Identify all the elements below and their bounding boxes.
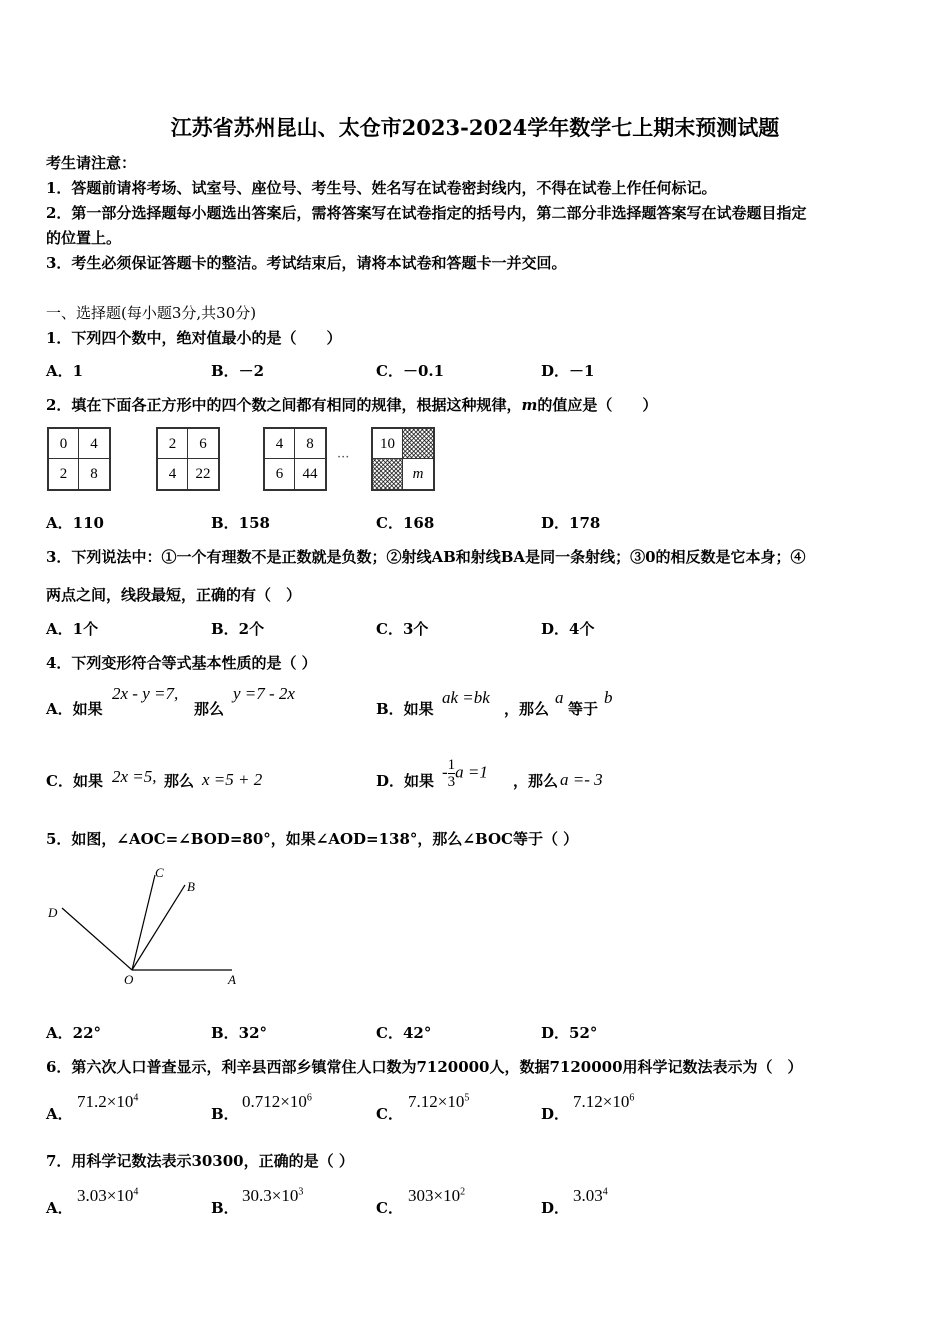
q4-option-b-expr2: a xyxy=(555,688,564,707)
q2-grid-2-cell: 4 xyxy=(158,459,188,489)
q2-option-c: C．168 xyxy=(376,514,435,532)
q2-grid-4-hatched-cell xyxy=(373,459,403,489)
q3-stem-line1: 3．下列说法中：①一个有理数不是正数就是负数；②射线AB和射线BA是同一条射线；③0的相反数是它本身；④ xyxy=(46,548,806,566)
q6-option-c-exp: 5 xyxy=(464,1092,470,1104)
q4-option-c-label: C．如果 xyxy=(46,772,103,790)
q2-ellipsis: ··· xyxy=(337,450,350,465)
q4-option-d-numerator: 1 xyxy=(447,757,456,773)
q2-grid-1 xyxy=(47,427,111,491)
q4-option-c-mid: 那么 xyxy=(164,772,195,790)
q2-option-d: D．178 xyxy=(541,514,601,532)
q4-option-d-neg: - xyxy=(442,762,448,782)
notice-item-2b: 的位置上。 xyxy=(46,229,122,247)
q6-option-a-label: A． xyxy=(46,1105,73,1123)
q3-stem-line2: 两点之间，线段最短，正确的有（ ） xyxy=(46,586,302,604)
q6-option-b-value xyxy=(242,1092,312,1112)
page-title: 江苏省苏州昆山、太仓市2023-2024学年数学七上期末预测试题 xyxy=(170,115,780,140)
q2-grid-1-cell: 2 xyxy=(49,459,79,489)
q2-grid-2-cell: 6 xyxy=(188,429,218,459)
q6-option-d-base: 7.12×10 xyxy=(573,1092,630,1111)
q6-option-d-label: D． xyxy=(541,1105,570,1123)
q6-option-a-exp: 4 xyxy=(133,1092,139,1104)
q2-grid-3 xyxy=(263,427,327,491)
q4-option-c-expr2: x =5 + 2 xyxy=(202,770,263,789)
notice-item-1: 1．答题前请将考场、试室号、座位号、考生号、姓名写在试卷密封线内，不得在试卷上作任何标记。 xyxy=(46,179,717,197)
q4-option-d-expr xyxy=(442,757,488,790)
q2-grid-4-cell-m: m xyxy=(412,466,424,482)
q4-option-b-mid: ，那么 xyxy=(504,700,550,718)
q2-grid-2-cell: 2 xyxy=(158,429,188,459)
q6-option-c-base: 7.12×10 xyxy=(408,1092,465,1111)
label-o: O xyxy=(124,972,134,987)
q2-grid-1-cell: 4 xyxy=(79,429,109,459)
q4-stem: 4．下列变形符合等式基本性质的是（ ） xyxy=(46,654,317,672)
q2-grid-4-hatched-cell xyxy=(403,429,433,459)
q4-option-a-mid: 那么 xyxy=(194,700,225,718)
q6-option-b-exp: 6 xyxy=(306,1092,312,1104)
q7-option-c-value xyxy=(408,1186,465,1206)
ray-ob xyxy=(132,885,185,970)
q2-grid-3-cell: 44 xyxy=(302,466,318,482)
q3-option-a: A．1个 xyxy=(46,620,99,638)
q6-option-a-base: 71.2×10 xyxy=(77,1092,134,1111)
q3-option-b: B．2个 xyxy=(211,620,265,638)
q5-option-a: A．22° xyxy=(46,1024,102,1042)
notice-item-3: 3．考生必须保证答题卡的整洁。考试结束后，请将本试卷和答题卡一并交回。 xyxy=(46,254,567,272)
q2-grid-4-cell: 10 xyxy=(373,429,403,459)
q4-option-b-expr3: b xyxy=(604,688,613,707)
q2-grid-2-cell: 22 xyxy=(195,466,211,482)
notice-item-2a: 2．第一部分选择题每小题选出答案后，需将答案写在试卷指定的括号内，第二部分非选择题答案写在试卷题目指定 xyxy=(46,204,807,222)
label-c: C xyxy=(155,865,164,880)
q7-option-c-base: 303×10 xyxy=(408,1186,461,1205)
q1-stem: 1．下列四个数中，绝对值最小的是（ ） xyxy=(46,329,342,347)
q2-grid-3-cell: 4 xyxy=(265,429,295,459)
q3-option-c: C．3个 xyxy=(376,620,429,638)
q5-option-c: C．42° xyxy=(376,1024,432,1042)
q2-stem xyxy=(46,394,657,415)
q4-option-b-mid2: 等于 xyxy=(568,700,599,718)
q7-option-d-label: D． xyxy=(541,1199,570,1217)
q2-grid-3-cell: 6 xyxy=(265,459,295,489)
q6-stem: 6．第六次人口普查显示，利辛县西部乡镇常住人口数为7120000人，数据7120000用科学记数法表示为（ ） xyxy=(46,1058,803,1076)
q7-option-a-exp: 4 xyxy=(133,1186,139,1198)
section-heading: 一、选择题(每小题3分,共30分) xyxy=(46,304,257,322)
q2-grid-2 xyxy=(156,427,220,491)
q7-option-a-value xyxy=(77,1186,138,1206)
q7-option-b-value xyxy=(242,1186,303,1206)
label-b: B xyxy=(187,879,195,894)
q4-option-d-mid: ，那么 xyxy=(513,772,559,790)
q5-option-b: B．32° xyxy=(211,1024,268,1042)
q2-stem-pre: 2．填在下面各正方形中的四个数之间都有相同的规律，根据这种规律， xyxy=(46,396,522,414)
q6-option-d-exp: 6 xyxy=(629,1092,635,1104)
q5-stem: 5．如图，∠AOC=∠BOD=80°，如果∠AOD=138°，那么∠BOC等于（ ） xyxy=(46,830,579,848)
q6-option-d-value xyxy=(573,1092,634,1112)
q7-stem: 7．用科学记数法表示30300，正确的是（ ） xyxy=(46,1152,354,1170)
q7-option-c-label: C． xyxy=(376,1199,403,1217)
q5-option-d: D．52° xyxy=(541,1024,598,1042)
q7-option-a-base: 3.03×10 xyxy=(77,1186,134,1205)
q4-option-d-expr1: a =1 xyxy=(455,762,488,782)
q6-option-a-value xyxy=(77,1092,138,1112)
q7-option-b-label: B． xyxy=(211,1199,239,1217)
q4-option-a-label: A．如果 xyxy=(46,700,103,718)
q4-option-a-expr2: y =7 - 2x xyxy=(233,684,295,703)
q6-option-b-base: 0.712×10 xyxy=(242,1092,307,1111)
q1-option-c: C．－0.1 xyxy=(376,362,445,380)
notice-heading: 考生请注意： xyxy=(46,154,137,172)
q6-option-c-label: C． xyxy=(376,1105,403,1123)
q2-grid-1-cell: 8 xyxy=(90,466,98,482)
q4-option-c-expr1: 2x =5, xyxy=(112,767,157,786)
q2-stem-post: 的值应是（ ） xyxy=(537,396,658,414)
q6-option-b-label: B． xyxy=(211,1105,239,1123)
q7-option-c-exp: 2 xyxy=(460,1186,466,1198)
label-a: A xyxy=(228,972,236,987)
q5-angle-figure xyxy=(40,860,260,990)
q4-option-d-label: D．如果 xyxy=(376,772,435,790)
q7-option-a-label: A． xyxy=(46,1199,73,1217)
q7-option-d-value xyxy=(573,1186,608,1206)
q7-option-d-exp: 4 xyxy=(602,1186,608,1198)
q3-option-d: D．4个 xyxy=(541,620,595,638)
q7-option-b-base: 30.3×10 xyxy=(242,1186,299,1205)
ray-od xyxy=(62,908,132,970)
q7-option-b-exp: 3 xyxy=(298,1186,304,1198)
q2-option-a: A．110 xyxy=(46,514,104,532)
q1-option-b: B．－2 xyxy=(211,362,265,380)
q4-option-b-label: B．如果 xyxy=(376,700,434,718)
q2-grid-4 xyxy=(371,427,435,491)
q4-option-b-expr1: ak =bk xyxy=(442,688,490,707)
q6-option-c-value xyxy=(408,1092,469,1112)
q2-option-b: B．158 xyxy=(211,514,270,532)
q4-option-d-denominator: 3 xyxy=(447,774,456,790)
q2-grid-3-cell: 8 xyxy=(295,429,325,459)
q1-option-d: D．－1 xyxy=(541,362,595,380)
label-d: D xyxy=(48,905,58,920)
ray-oc xyxy=(132,875,155,970)
q7-option-d-base: 3.03 xyxy=(573,1186,603,1205)
q1-option-a: A．1 xyxy=(46,362,84,380)
q4-option-a-expr1: 2x - y =7, xyxy=(112,684,179,703)
q2-stem-var: m xyxy=(521,396,538,414)
q4-option-d-expr2: a =- 3 xyxy=(560,770,603,789)
q2-grid-1-cell: 0 xyxy=(49,429,79,459)
